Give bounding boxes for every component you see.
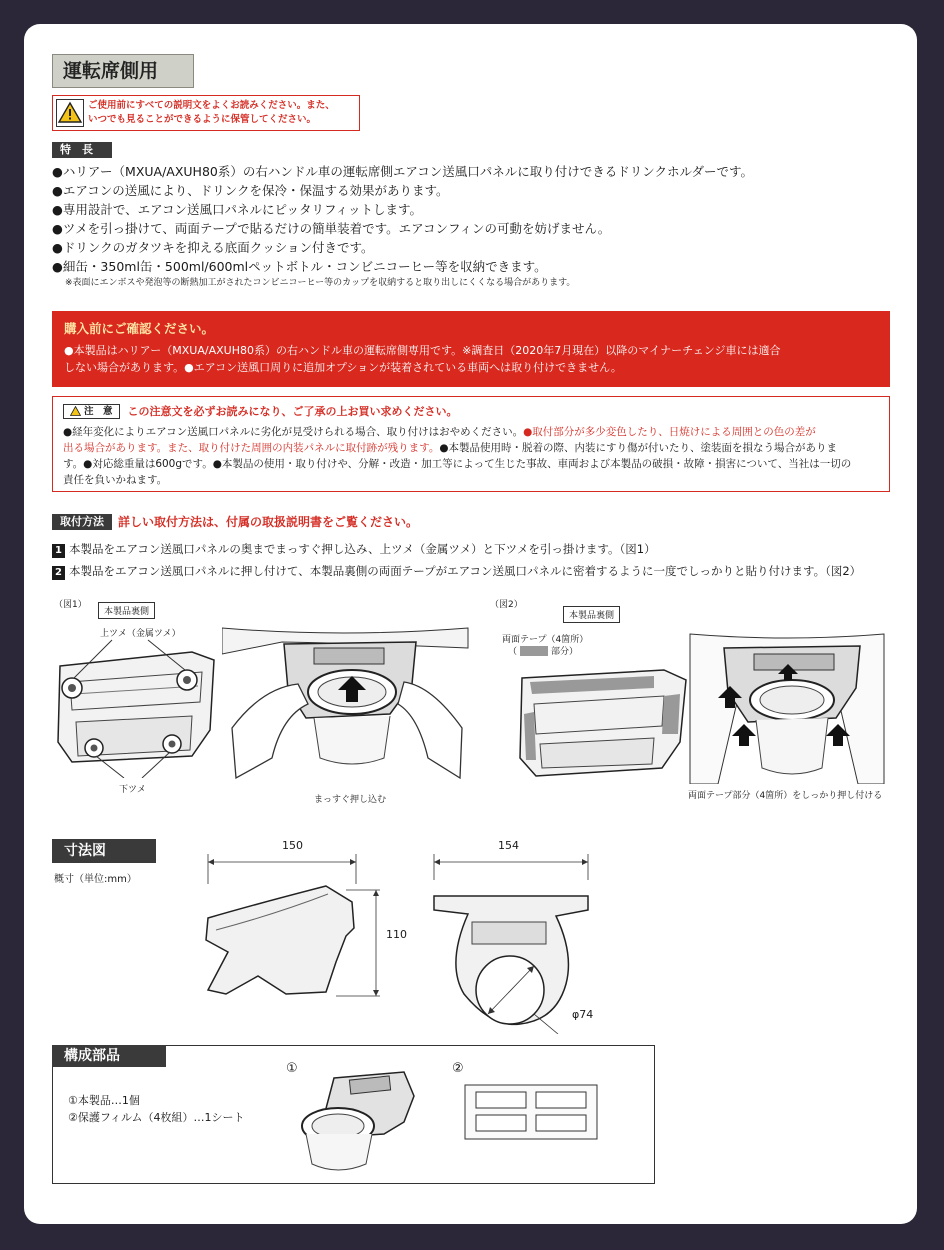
step-text: 本製品をエアコン送風口パネルに押し付けて、本製品裏側の両面テープがエアコン送風口パネルに密着するように一度でしっかりと貼り付けます。（図2） [69,564,862,578]
features-list [52,162,892,290]
fig2-part-open: （ [508,647,518,657]
fig1-label: （図1） [54,600,87,610]
fig1-caption: まっすぐ押し込む [314,795,387,805]
caution-text-red: ●取付部分が多少変色したり、日焼けによる周囲との色の差が [523,426,816,438]
install-header: 取付方法 [52,514,112,530]
install-steps [52,538,912,582]
part1-illustration [294,1064,424,1176]
caution-text: 責任を負いかねます。 [63,474,168,486]
caution-text: す。●対応総重量は600gです。●本製品の使用・取り付けや、分解・改造・加工等によって生じた事故、車両および本製品の破損・故障・損害について、当社は一切の [63,458,852,470]
step-text: 本製品をエアコン送風口パネルの奥までまっすぐ押し込み、上ツメ（金属ツメ）と下ツメを引っ掛けます。（図1） [69,542,656,556]
caution-box [52,396,890,492]
page-title: 運転席側用 [52,54,194,88]
caution-text-red: 出る場合があります。また、取り付けた周囲の内装パネルに取付跡が残ります。 [63,442,440,454]
fig2-part-close: 部分） [551,647,579,657]
dimensions-header: 寸法図 [52,839,156,863]
parts-header: 構成部品 [52,1045,166,1067]
top-warning [52,95,360,131]
step-number: 2 [52,566,65,580]
dim-width-front: 154 [498,839,519,852]
feature-item: ●ハリアー（MXUA/AXUH80系）の右ハンドル車の運転席側エアコン送風口パネルに取り付けできるドリンクホルダーです。 [52,164,753,179]
part2-protective-film [464,1084,598,1140]
features-header: 特 長 [52,142,112,158]
feature-item: ●ドリンクのガタツキを抑える底面クッション付きです。 [52,240,374,255]
fig2-box-label: 本製品裏側 [563,606,620,623]
install-title: 詳しい取付方法は、付属の取扱説明書をご覧ください。 [118,515,419,529]
dim-width-side: 150 [282,839,303,852]
fig1-upper-claw: 上ツメ（金属ツメ） [100,629,181,639]
tape-swatch [520,646,548,656]
fig2-part-legend [508,644,578,657]
top-warning-line: いつでも見ることができるように保管してください。 [88,114,317,125]
fig1-lower-claw: 下ツメ [119,785,146,795]
feature-item: ●細缶・350ml缶・500ml/600mlペットボトル・コンビニコーヒー等を収納できます。 [52,259,547,274]
caution-title: この注意文を必ずお読みになり、ご了承の上お買い求めください。 [127,405,458,418]
dimensions-unit: 概寸（単位:mm） [54,874,137,885]
confirm-title: 購入前にご確認ください。 [64,321,215,336]
part2-label: ② [452,1061,464,1076]
fig2-label: （図2） [490,600,523,610]
top-warning-line: ご使用前にすべての説明文をよくお読みください。また、 [88,100,335,111]
fig2-caption: 両面テープ部分（4箇所）をしっかり押し付ける [688,791,883,801]
fig1-back-illustration [52,638,222,778]
instruction-sheet [24,24,917,1224]
install-step [52,538,912,560]
warning-triangle-icon [56,99,84,127]
purchase-confirm-box [52,311,890,387]
install-header-row [52,513,418,530]
step-number: 1 [52,544,65,558]
feature-item: ●ツメを引っ掛けて、両面テープで貼るだけの簡単装着です。エアコンフィンの可動を妨げません。 [52,221,611,236]
warning-triangle-icon [70,406,81,416]
caution-chip-label: 注 意 [84,405,113,417]
confirm-line: しない場合があります。●エアコン送風口周りに追加オプションが装着されている車両へは取り付けできません。 [64,361,622,374]
caution-body [63,424,879,488]
fig1-box-label: 本製品裏側 [98,602,155,619]
confirm-line: ●本製品はハリアー（MXUA/AXUH80系）の右ハンドル車の運転席側専用です。※調査日（2020年7月現在）以降のマイナーチェンジ車には適合 [64,344,781,357]
caution-text: ●本製品使用時・脱着の際、内装にすり傷が付いたり、塗装面を損なう場合がありま [439,442,837,454]
feature-item: ●専用設計で、エアコン送風口パネルにピッタリフィットします。 [52,202,423,217]
caution-text: ●経年変化によりエアコン送風口パネルに劣化が見受けられる場合、取り付けはおやめください。 [63,426,524,438]
fig1-install-illustration [222,608,472,788]
install-step [52,560,912,582]
part1-label: ① [286,1061,298,1076]
parts-list [68,1092,245,1126]
parts-item: ②保護フィルム（4枚組）…1シート [68,1111,245,1124]
dim-height: 110 [386,928,407,941]
fig2-tape-label: 両面テープ（4箇所） [502,635,589,645]
feature-item: ●エアコンの送風により、ドリンクを保冷・保温する効果があります。 [52,183,449,198]
fig2-install-illustration [688,628,888,784]
caution-chip [63,404,120,419]
fig2-back-illustration [514,664,694,786]
dim-diameter: φ74 [572,1008,594,1021]
feature-note: ※表面にエンボスや発泡等の断熱加工がされたコンビニコーヒー等のカップを収納すると取り出しにくくなる場合があります。 [65,278,576,288]
parts-item: ①本製品…1個 [68,1094,140,1107]
